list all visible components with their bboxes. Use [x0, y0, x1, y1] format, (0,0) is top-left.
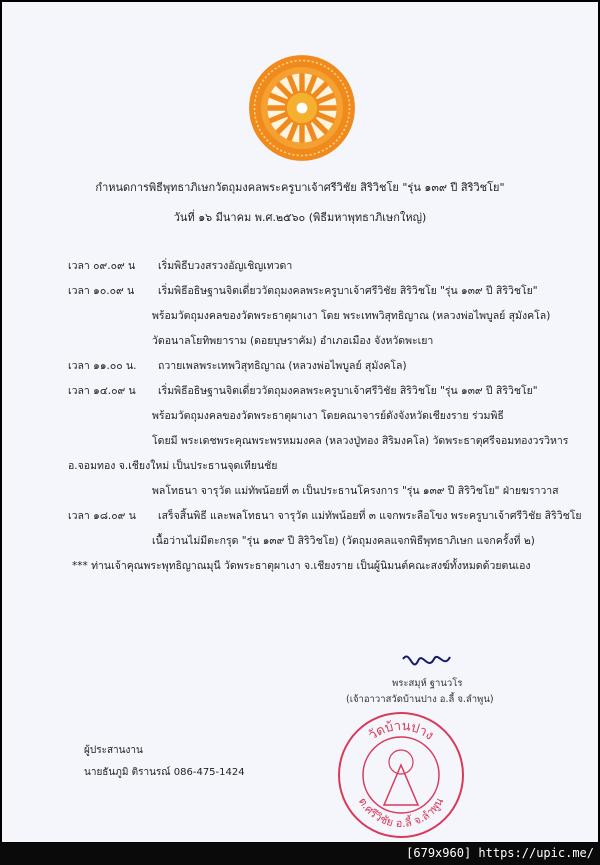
- stamp-bottom-text: ต.ศรีวิชัย อ.ลี้ จ.ลำพูน: [355, 795, 447, 831]
- schedule-time: เวลา ๑๘.๐๙ น: [68, 510, 136, 522]
- coordinator-label: ผู้ประสานงาน: [84, 745, 143, 756]
- schedule-line: เนื้อว่านไม่มีตะกรุด "รุ่น ๑๓๙ ปี สิริวิชโย) (วัตถุมงคลแจกพิธีพุทธาภิเษก แจกครั้งที่ ๒): [152, 535, 535, 547]
- stamp-top-text: วัดบ้านปาง: [365, 718, 437, 744]
- document-page: [2, 2, 598, 842]
- document-title: กำหนดการพิธีพุทธาภิเษกวัตถุมงคลพระครูบาเจ้าศรีวิชัย สิริวิชโย "รุ่น ๑๓๙ ปี สิริวิชโย": [95, 181, 505, 194]
- image-host-footer: [0, 843, 600, 865]
- schedule-time: เวลา ๑๔.๐๙ น: [68, 385, 136, 397]
- schedule-line: เริ่มพิธีบวงสรวงอัญเชิญเทวดา: [158, 260, 293, 272]
- schedule-line: เริ่มพิธีอธิษฐานจิตเดี่ยววัตถุมงคลพระครูบาเจ้าศรีวิชัย สิริวิชโย "รุ่น ๑๓๙ ปี สิริวิชโย": [158, 385, 538, 397]
- schedule-line: พร้อมวัตถุมงคลของวัดพระธาตุผาเงา โดย พระเทพวิสุทธิญาณ (หลวงพ่อไพบูลย์ สุมังคโล): [152, 310, 551, 322]
- signatory-position: (เจ้าอาวาสวัดบ้านปาง อ.ลี้ จ.ลำพูน): [346, 694, 494, 705]
- signatory-name: พระสมุห์ ฐานวโร: [392, 678, 463, 689]
- schedule-line: เริ่มพิธีอธิษฐานจิตเดี่ยววัตถุมงคลพระครูบาเจ้าศรีวิชัย สิริวิชโย "รุ่น ๑๓๙ ปี สิริวิชโย": [158, 285, 538, 297]
- schedule-line: โดยมี พระเดชพระคุณพระพรหมมงคล (หลวงปู่ทอง สิริมงคโล) วัดพระธาตุศรีจอมทองวรวิหาร: [152, 435, 569, 447]
- schedule-line: อ.จอมทอง จ.เชียงใหม่ เป็นประธานจุดเทียนชัย: [68, 460, 278, 472]
- svg-text:วัดบ้านปาง: [366, 719, 436, 744]
- schedule-time: เวลา ๑๑.๐๐ น.: [68, 360, 137, 372]
- schedule-line: ถวายเพลพระเทพวิสุทธิญาณ (หลวงพ่อไพบูลย์ สุมังคโล): [158, 360, 407, 372]
- schedule-time: เวลา ๑๐.๐๙ น: [68, 285, 135, 297]
- schedule-line: เสร็จสิ้นพิธี และพลโทธนา จารุวัต แม่ทัพน้อยที่ ๓ แจกพระลือโขง พระครูบาเจ้าศรีวิชัย สิริวิชโย: [158, 510, 582, 522]
- schedule-time: เวลา ๐๙.๐๙ น: [68, 260, 136, 272]
- document-date: วันที่ ๑๖ มีนาคม พ.ศ.๒๕๖๐ (พิธีมหาพุทธาภิเษกใหญ่): [173, 211, 427, 224]
- schedule-line: พลโทธนา จารุวัต แม่ทัพน้อยที่ ๓ เป็นประธานโครงการ "รุ่น ๑๓๙ ปี สิริวิชโย" ฝ่ายฆราวาส: [152, 485, 559, 497]
- temple-stamp: [336, 710, 466, 840]
- dharma-wheel-logo: [248, 54, 356, 162]
- schedule-line: วัดอนาลโยทิพยาราม (ดอยบุษราคัม) อำเภอเมือง จังหวัดพะเยา: [152, 335, 434, 347]
- footer-link[interactable]: [679x960] https://upic.me/: [406, 846, 594, 860]
- note: *** ท่านเจ้าคุณพระพุทธิญาณมุนี วัดพระธาตุผาเงา จ.เชียงราย เป็นผู้นิมนต์คณะสงฆ์ทั้งหมดด้วยตนเอง: [72, 560, 531, 572]
- schedule-line: พร้อมวัตถุมงคลของวัดพระธาตุผาเงา โดยคณาจารย์ดังจังหวัดเชียงราย ร่วมพิธี: [152, 410, 504, 422]
- coordinator-contact: นายธันภูมิ ติรานรณ์ 086-475-1424: [84, 767, 245, 778]
- signature: [398, 647, 458, 677]
